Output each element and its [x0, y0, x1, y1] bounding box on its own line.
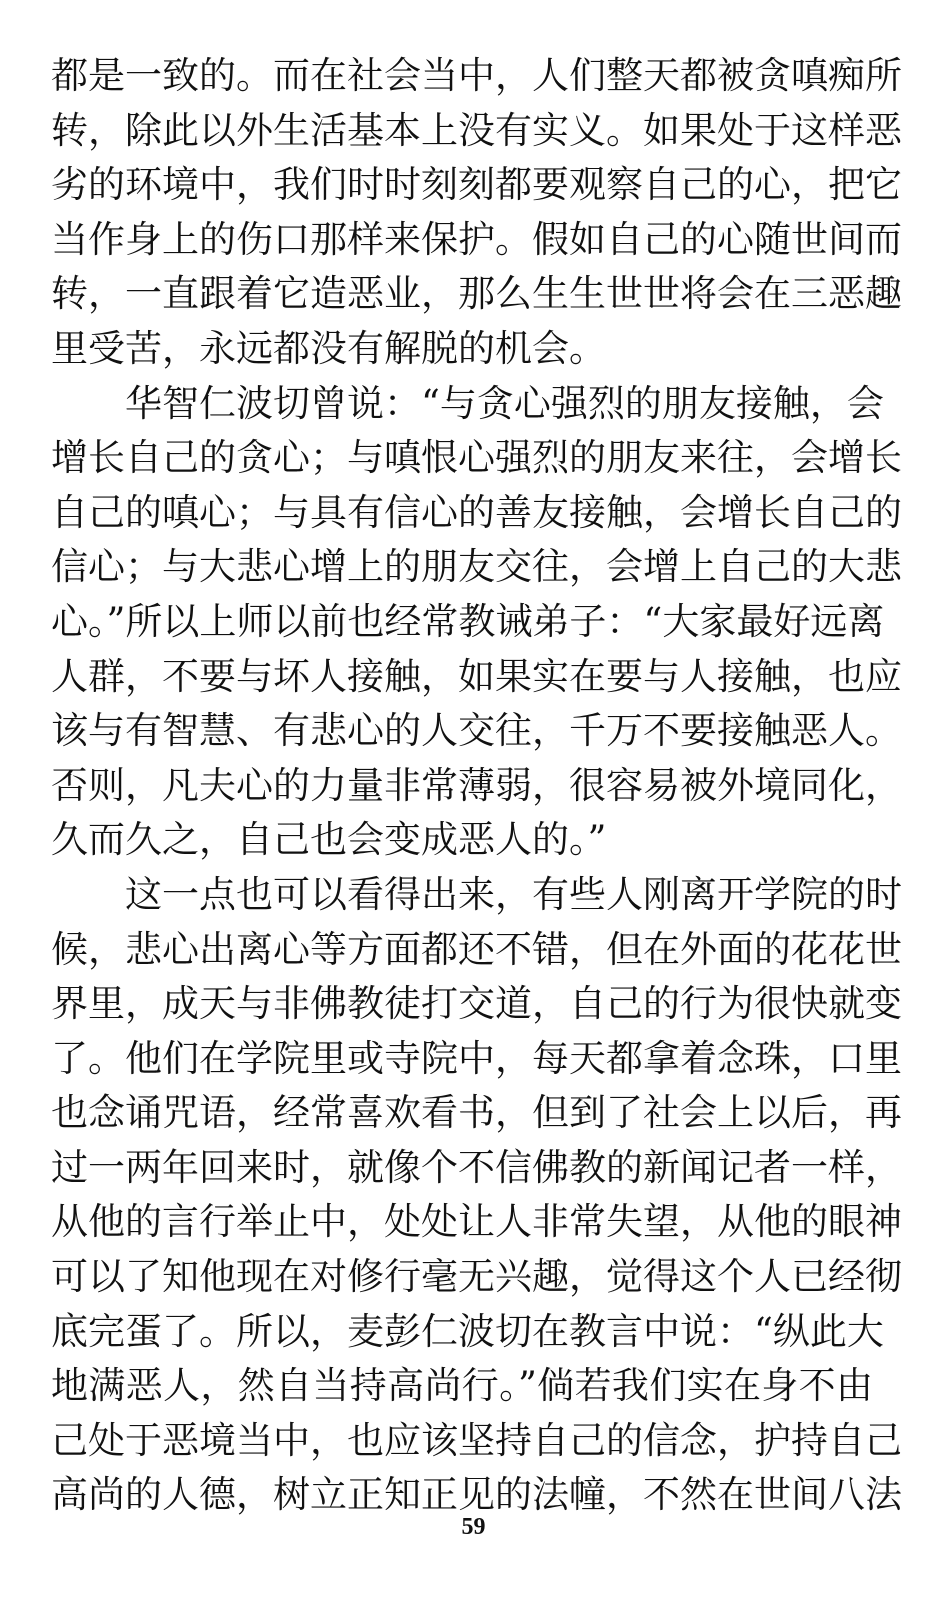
text-line: 转，除此以外生活基本上没有实义。如果处于这样恶	[51, 108, 902, 152]
page-number: 59	[461, 1514, 486, 1540]
text-line: 转，一直跟着它造恶业，那么生生世世将会在三恶趣	[51, 272, 902, 316]
text-line: 人群，不要与坏人接触，如果实在要与人接触，也应	[51, 654, 902, 698]
text-line: 自己的嗔心；与具有信心的善友接触，会增长自己的	[51, 490, 902, 534]
text-line: 当作身上的伤口那样来保护。假如自己的心随世间而	[51, 217, 902, 261]
text-line: 候，悲心出离心等方面都还不错，但在外面的花花世	[51, 927, 902, 971]
text-line: 心。”所以上师以前也经常教诫弟子：“大家最好远离	[51, 599, 885, 643]
text-line: 里受苦，永远都没有解脱的机会。	[51, 326, 606, 370]
text-line: 否则，凡夫心的力量非常薄弱，很容易被外境同化，	[51, 763, 902, 807]
text-line: 增长自己的贪心；与嗔恨心强烈的朋友来往，会增长	[51, 436, 902, 480]
paragraph-3	[51, 868, 902, 1523]
text-line: 界里，成天与非佛教徒打交道，自己的行为很快就变	[51, 982, 902, 1026]
text-line: 也念诵咒语，经常喜欢看书，但到了社会上以后，再	[51, 1091, 902, 1135]
text-line: 地满恶人，然自当持高尚行。”倘若我们实在身不由	[51, 1364, 873, 1408]
text-line: 过一两年回来时，就像个不信佛教的新闻记者一样，	[51, 1145, 902, 1189]
text-line: 从他的言行举止中，处处让人非常失望，从他的眼神	[51, 1200, 902, 1244]
text-line: 华智仁波切曾说：“与贪心强烈的朋友接触，会	[125, 381, 884, 425]
text-line: 劣的环境中，我们时时刻刻都要观察自己的心，把它	[51, 163, 902, 207]
text-line: 这一点也可以看得出来，有些人刚离开学院的时	[125, 872, 902, 916]
body-text	[51, 49, 902, 1523]
text-line: 久而久之，自己也会变成恶人的。”	[51, 818, 607, 862]
text-line: 了。他们在学院里或寺院中，每天都拿着念珠，口里	[51, 1036, 902, 1080]
text-line: 信心；与大悲心增上的朋友交往，会增上自己的大悲	[51, 545, 902, 589]
paragraph-2	[51, 377, 902, 868]
text-line: 高尚的人德，树立正知正见的法幢，不然在世间八法	[51, 1473, 902, 1517]
text-line: 己处于恶境当中，也应该坚持自己的信念，护持自己	[51, 1418, 902, 1462]
text-line: 都是一致的。而在社会当中，人们整天都被贪嗔痴所	[51, 54, 902, 97]
text-line: 底完蛋了。所以，麦彭仁波切在教言中说：“纵此大	[51, 1309, 884, 1353]
text-line: 该与有智慧、有悲心的人交往，千万不要接触恶人。	[51, 709, 902, 753]
paragraph-1	[51, 49, 902, 377]
text-line: 可以了知他现在对修行毫无兴趣，觉得这个人已经彻	[51, 1255, 902, 1299]
